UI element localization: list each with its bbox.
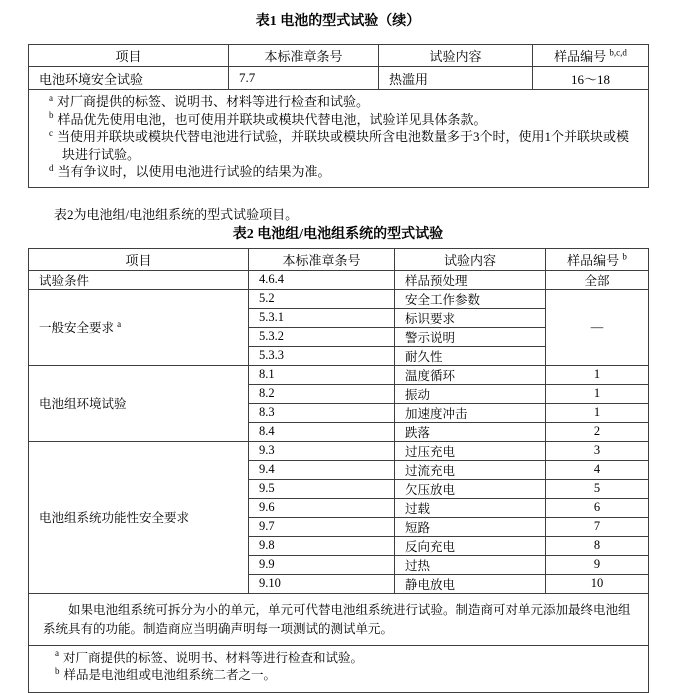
- cell-content: 加速度冲击: [395, 403, 546, 422]
- footnote-text: 当有争议时，以使用电池进行试验的结果为准。: [57, 164, 331, 179]
- cell-content: 警示说明: [395, 327, 546, 346]
- table-row: [29, 441, 649, 460]
- cell-content: 过流充电: [395, 460, 546, 479]
- cell-clause: 9.9: [249, 555, 395, 574]
- table1-footnotes: [29, 90, 649, 188]
- cell-item-group: 电池组环境试验: [29, 365, 249, 441]
- table2: [28, 248, 649, 693]
- header-sample-label: 样品编号: [554, 49, 607, 64]
- footnote: [55, 667, 636, 685]
- cell-content: 振动: [395, 384, 546, 403]
- cell-sample: 16～18: [533, 67, 649, 90]
- cell-content: 反向充电: [395, 536, 546, 555]
- footnote-marker: c: [49, 127, 53, 138]
- cell-sample: 7: [546, 517, 649, 536]
- cell-content: 热滥用: [379, 67, 533, 90]
- cell-sample: 2: [546, 422, 649, 441]
- cell-clause: 9.7: [249, 517, 395, 536]
- footnote-marker: a: [55, 648, 59, 659]
- header-item: 项目: [29, 248, 249, 270]
- cell-clause: 5.3.1: [249, 308, 395, 327]
- note-paragraph: 如果电池组系统可拆分为小的单元，单元可代替电池组系统进行试验。制造商可对单元添加最终电池组系统具有的功能。制造商应当明确声明每一项测试的测试单元。: [43, 602, 631, 636]
- cell-clause: 5.2: [249, 289, 395, 308]
- footnote-marker: b: [49, 110, 54, 121]
- table2-footnote-row: [29, 645, 649, 692]
- footnote: [49, 163, 636, 181]
- cell-content: 安全工作参数: [395, 289, 546, 308]
- table-row: [29, 365, 649, 384]
- cell-sample: 4: [546, 460, 649, 479]
- cell-content: 温度循环: [395, 365, 546, 384]
- cell-clause: 7.7: [229, 67, 379, 90]
- header-content: 试验内容: [379, 45, 533, 67]
- cell-clause: 8.4: [249, 422, 395, 441]
- footnote: [49, 93, 636, 111]
- header-sample-sup: b: [622, 251, 627, 262]
- group-label: 一般安全要求: [39, 321, 115, 335]
- table2-note-row: [29, 593, 649, 645]
- cell-sample: 3: [546, 441, 649, 460]
- footnote-marker: b: [55, 665, 60, 676]
- cell-content: 过热: [395, 555, 546, 574]
- cell-sample: 1: [546, 365, 649, 384]
- cell-content: 静电放电: [395, 574, 546, 593]
- cell-content: 跌落: [395, 422, 546, 441]
- footnote-text: 样品是电池组或电池组系统二者之一。: [63, 668, 277, 682]
- cell-content: 耐久性: [395, 346, 546, 365]
- cell-clause: 9.4: [249, 460, 395, 479]
- cell-sample: 1: [546, 403, 649, 422]
- cell-content: 样品预处理: [395, 270, 546, 289]
- footnote: [49, 111, 636, 129]
- cell-sample-merged: —: [546, 289, 649, 365]
- cell-clause: 4.6.4: [249, 270, 395, 289]
- header-sample-sup: b,c,d: [609, 47, 627, 58]
- table1-footnote-row: [29, 90, 649, 188]
- header-sample: [546, 248, 649, 270]
- table2-footnotes: [29, 645, 649, 692]
- footnote-text: 当使用并联块或模块代替电池进行试验，并联块或模块所含电池数量多于3个时，使用1个并联块或模块进行试验。: [57, 129, 630, 162]
- cell-sample: 5: [546, 479, 649, 498]
- cell-content: 欠压放电: [395, 479, 546, 498]
- footnote: [49, 128, 636, 163]
- cell-sample: 1: [546, 384, 649, 403]
- table2-title: 表2 电池组/电池组系统的型式试验: [232, 226, 444, 242]
- cell-item: 试验条件: [29, 270, 249, 289]
- cell-content: 过载: [395, 498, 546, 517]
- footnote: [55, 650, 636, 668]
- cell-item: 电池环境安全试验: [29, 67, 229, 90]
- footnote-text: 样品优先使用电池，也可使用并联块或模块代替电池，试验详见具体条款。: [57, 111, 487, 127]
- cell-clause: 9.8: [249, 536, 395, 555]
- cell-content: 短路: [395, 517, 546, 536]
- header-sample: [533, 45, 649, 67]
- footnote-marker: a: [49, 92, 53, 103]
- cell-sample: 全部: [546, 270, 649, 289]
- header-clause: 本标准章条号: [249, 248, 395, 270]
- table2-note: [29, 593, 649, 645]
- header-item: 项目: [29, 45, 229, 67]
- cell-clause: 9.5: [249, 479, 395, 498]
- cell-clause: 5.3.3: [249, 346, 395, 365]
- cell-sample: 9: [546, 555, 649, 574]
- cell-content: 过压充电: [395, 441, 546, 460]
- header-clause: 本标准章条号: [229, 45, 379, 67]
- cell-sample: 6: [546, 498, 649, 517]
- cell-clause: 8.3: [249, 403, 395, 422]
- header-sample-label: 样品编号: [567, 252, 620, 268]
- cell-sample: 8: [546, 536, 649, 555]
- intro-paragraph: 表2为电池组/电池组系统的型式试验项目。: [54, 206, 299, 222]
- cell-clause: 9.3: [249, 441, 395, 460]
- cell-clause: 8.1: [249, 365, 395, 384]
- table1-title: 表1 电池的型式试验（续）: [255, 14, 421, 29]
- group-label-sup: a: [117, 318, 122, 329]
- cell-clause: 9.10: [249, 574, 395, 593]
- table-row: [29, 289, 649, 308]
- cell-item-group: [29, 289, 249, 365]
- table1-header-row: [29, 45, 649, 67]
- footnote-marker: d: [49, 162, 54, 173]
- cell-clause: 5.3.2: [249, 327, 395, 346]
- header-content: 试验内容: [395, 248, 546, 270]
- table1: [28, 44, 649, 188]
- table2-header-row: [29, 248, 649, 270]
- cell-clause: 8.2: [249, 384, 395, 403]
- table-row: [29, 270, 649, 289]
- cell-item-group: 电池组系统功能性安全要求: [29, 441, 249, 593]
- footnote-text: 对厂商提供的标签、说明书、材料等进行检查和试验。: [57, 94, 370, 109]
- cell-content: 标识要求: [395, 308, 546, 327]
- table-row: [29, 67, 649, 90]
- cell-clause: 9.6: [249, 498, 395, 517]
- cell-sample: 10: [546, 574, 649, 593]
- footnote-text: 对厂商提供的标签、说明书、材料等进行检查和试验。: [63, 650, 364, 665]
